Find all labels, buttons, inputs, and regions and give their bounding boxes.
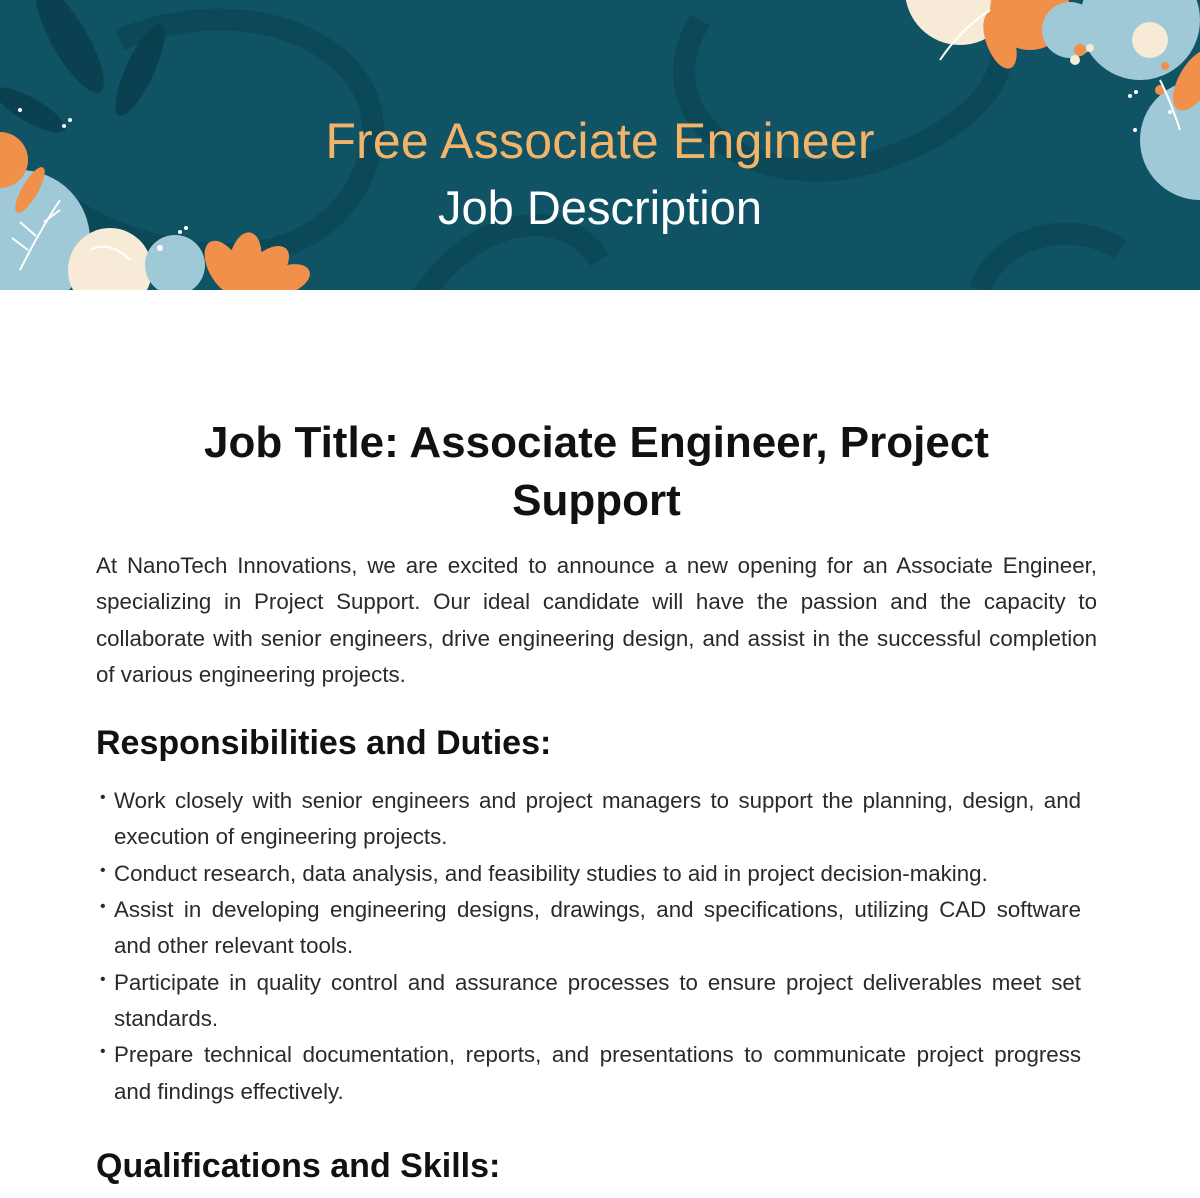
qualifications-heading: Qualifications and Skills:: [96, 1146, 501, 1185]
list-item: [96, 856, 1097, 892]
banner-title: Free Associate Engineer: [325, 113, 875, 169]
list-item: [96, 1037, 1097, 1110]
document-body: [96, 414, 1097, 1188]
bullet-icon: •: [100, 898, 106, 916]
list-item-text: Assist in developing engineering designs, drawings, and specifications, utilizing CAD software and other relevant tools.: [114, 897, 1081, 959]
list-item-text: Participate in quality control and assurance processes to ensure project deliverables meet set standards.: [114, 969, 1081, 1031]
intro-paragraph: At NanoTech Innovations, we are excited to announce a new opening for an Associate Engineer, specializing in Project Support. Our ideal candidate will have the passion and the capacity to collaborate with senior engineers, drive engineering design, and assist in the successful completion of various engineering projects.: [96, 553, 1097, 687]
header-banner: [0, 0, 1200, 290]
list-item-text: Work closely with senior engineers and project managers to support the planning, design, and execution of engineering projects.: [114, 788, 1081, 850]
banner-subtitle: Job Description: [438, 181, 762, 234]
list-item: [96, 892, 1097, 965]
list-item-text: Conduct research, data analysis, and feasibility studies to aid in project decision-making.: [114, 860, 988, 886]
list-item: [96, 783, 1097, 856]
bullet-icon: •: [100, 789, 106, 807]
bullet-icon: •: [100, 970, 106, 988]
responsibilities-heading: Responsibilities and Duties:: [96, 724, 552, 763]
bullet-icon: •: [100, 861, 106, 879]
bullet-icon: •: [100, 1043, 106, 1061]
responsibilities-list: [96, 783, 1097, 1110]
list-item: [96, 965, 1097, 1038]
list-item-text: Prepare technical documentation, reports, and presentations to communicate project progress and findings effectively.: [114, 1042, 1081, 1104]
job-title: Job Title: Associate Engineer, Project Support: [204, 418, 989, 525]
